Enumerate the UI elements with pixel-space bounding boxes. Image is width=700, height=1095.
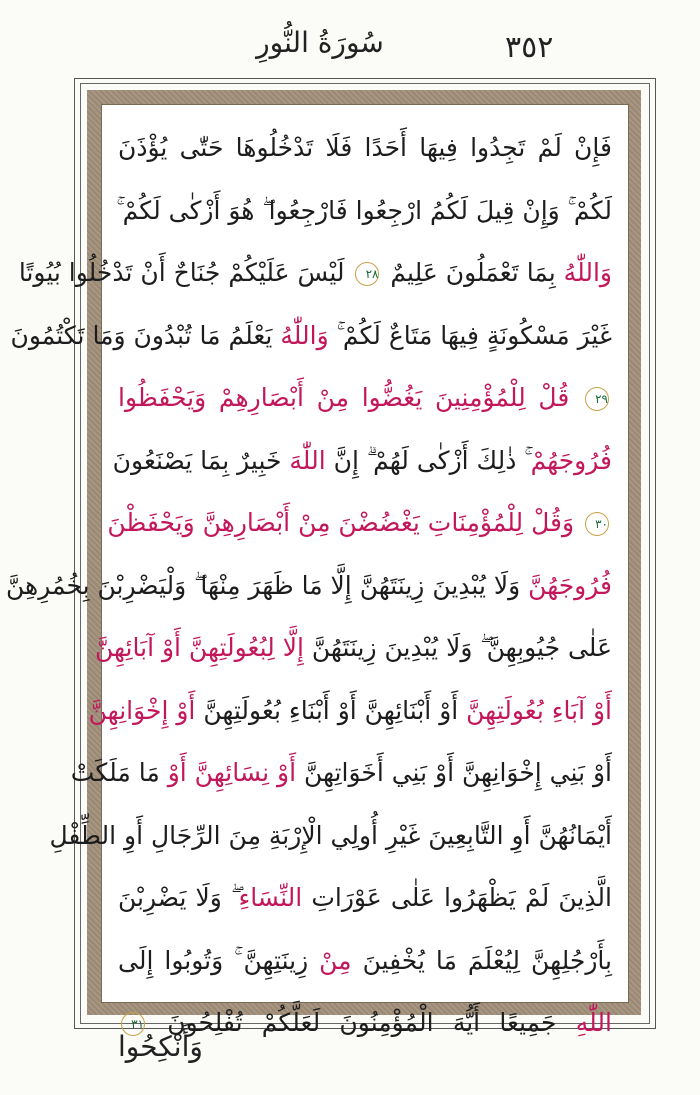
verse-line — [107, 492, 612, 555]
highlighted-text: وَاللّٰهُ — [563, 258, 612, 287]
verse-text: فَإِنْ لَمْ تَجِدُوا فِيهَا أَحَدًا فَلَا تَدْخُلُوهَا حَتّٰى يُؤْذَنَ — [118, 133, 612, 162]
highlighted-text: اللّٰهِ — [575, 1008, 612, 1037]
verse-line — [118, 117, 612, 180]
verse-text: بِأَرْجُلِهِنَّ لِيُعْلَمَ مَا يُخْفِينَ — [351, 945, 612, 975]
ayah-number-marker: ٣٠ — [585, 512, 609, 536]
verse-line — [49, 805, 612, 868]
verse-line — [94, 617, 612, 680]
highlighted-text: وَاللّٰهُ — [280, 320, 329, 350]
verse-text: بِمَا تَعْمَلُونَ عَلِيمٌ — [382, 258, 564, 287]
ayah-number-marker: ٢٨ — [355, 262, 379, 286]
verse-line — [70, 742, 612, 805]
highlighted-text: أَوْ آبَاءِ بُعُولَتِهِنَّ — [466, 695, 612, 725]
highlighted-text: اللّٰهَ — [289, 445, 326, 475]
verse-line — [118, 180, 612, 243]
highlighted-text: النِّسَاءِ — [238, 883, 303, 912]
verse-line — [112, 430, 612, 493]
verse-text: لَكُمْ ۚ وَإِنْ قِيلَ لَكُمُ ارْجِعُوا فَارْجِعُوا ۖ هُوَ أَزْكٰى لَكُمْ ۚ — [116, 195, 612, 225]
verse-line — [118, 930, 612, 993]
verse-text: الَّذِينَ لَمْ يَظْهَرُوا عَلٰى عَوْرَاتِ — [302, 883, 612, 912]
catchword: وَأَنْكِحُوا — [118, 1030, 203, 1063]
highlighted-text: مِنْ — [319, 945, 352, 975]
verse-text: أَيْمَانُهُنَّ أَوِ التَّابِعِينَ غَيْرِ أُولِي الْإِرْبَةِ مِنَ الرِّجَالِ أَوِ الطِّفْلِ — [49, 820, 612, 850]
verse-line — [88, 680, 612, 743]
verse-text: وَلَا يُبْدِينَ زِينَتَهُنَّ إِلَّا مَا ظَهَرَ مِنْهَا ۖ وَلْيَضْرِبْنَ بِخُمُرِهِنَّ — [6, 570, 529, 600]
verse-text: أَوْ بَنِي إِخْوَانِهِنَّ أَوْ بَنِي أَخَوَاتِهِنَّ — [296, 758, 612, 787]
quran-text-panel — [6, 104, 629, 1037]
highlighted-text: فُرُوجَهُنَّ — [528, 570, 612, 600]
verse-lines — [6, 117, 612, 1055]
verse-line — [10, 305, 612, 368]
verse-text: يَعْلَمُ مَا تُبْدُونَ وَمَا تَكْتُمُونَ — [10, 320, 281, 350]
page-header — [0, 26, 700, 76]
verse-text: خَبِيرٌ بِمَا يَصْنَعُونَ — [112, 445, 290, 475]
verse-text: ۖ وَلَا يَضْرِبْنَ — [118, 883, 239, 912]
ayah-number-marker: ٢٩ — [585, 387, 609, 411]
ayah-number-marker: ٣١ — [121, 1012, 145, 1036]
verse-text: عَلٰى جُيُوبِهِنَّ ۖ وَلَا يُبْدِينَ زِينَتَهُنَّ — [303, 633, 612, 662]
highlighted-text: أَوْ نِسَائِهِنَّ أَوْ — [167, 758, 297, 787]
verse-text: زِينَتِهِنَّ ۚ وَتُوبُوا إِلَى — [118, 945, 320, 975]
verse-text: غَيْرَ مَسْكُونَةٍ فِيهَا مَتَاعٌ لَكُمْ ۚ — [328, 320, 612, 350]
highlighted-text: فُرُوجَهُمْ — [530, 445, 612, 475]
verse-line — [118, 867, 612, 930]
highlighted-text: أَوْ إِخْوَانِهِنَّ — [88, 695, 196, 725]
verse-text: أَوْ أَبْنَائِهِنَّ أَوْ أَبْنَاءِ بُعُولَتِهِنَّ — [195, 695, 467, 725]
verse-line — [118, 367, 612, 430]
verse-text: ۚ ذٰلِكَ أَزْكٰى لَهُمْ ۗ إِنَّ — [325, 445, 531, 475]
surah-title: سُورَةُ النُّورِ — [256, 26, 384, 59]
verse-line — [18, 242, 612, 305]
verse-text: مَا مَلَكَتْ — [70, 758, 168, 787]
verse-line — [6, 555, 612, 618]
highlighted-text: إِلَّا لِبُعُولَتِهِنَّ أَوْ آبَائِهِنَّ — [94, 633, 304, 662]
highlighted-text: قُلْ لِلْمُؤْمِنِينَ يَغُضُّوا مِنْ أَبْصَارِهِمْ وَيَحْفَظُوا — [118, 383, 582, 412]
highlighted-text: وَقُلْ لِلْمُؤْمِنَاتِ يَغْضُضْنَ مِنْ أَبْصَارِهِنَّ وَيَحْفَظْنَ — [107, 508, 582, 537]
verse-text: جَمِيعًا أَيُّهَ الْمُؤْمِنُونَ لَعَلَّكُمْ تُفْلِحُونَ — [148, 1008, 576, 1037]
page-number: ٣٥٢ — [505, 30, 554, 65]
verse-text: لَيْسَ عَلَيْكُمْ جُنَاحٌ أَنْ تَدْخُلُوا بُيُوتًا — [18, 258, 353, 287]
